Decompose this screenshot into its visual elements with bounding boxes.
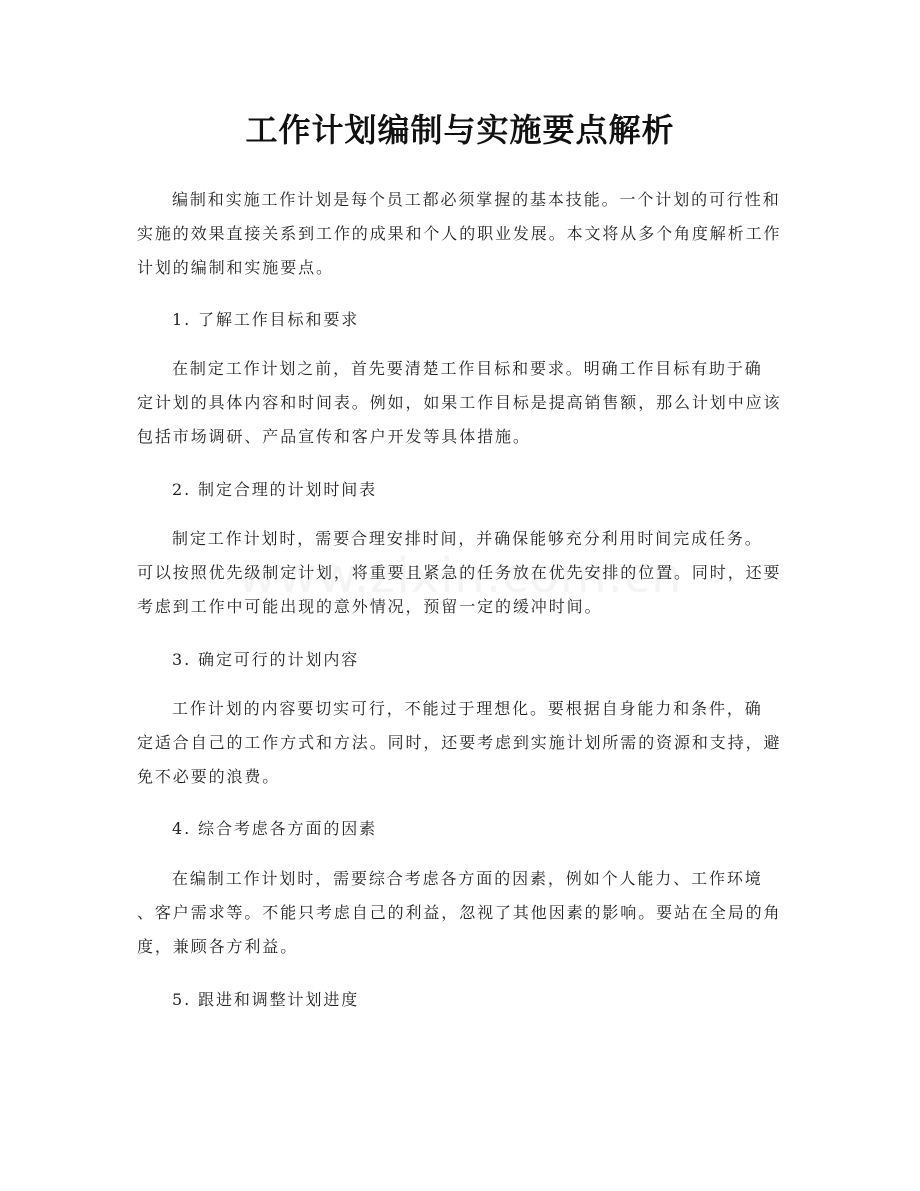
paragraph-line: 定计划的具体内容和时间表。例如，如果工作目标是提高销售额，那么计划中应该 [137, 393, 782, 412]
paragraph-line: 度，兼顾各方利益。 [137, 937, 299, 956]
paragraph-line: 在制定工作计划之前，首先要清楚工作目标和要求。明确工作目标有助于确 [172, 359, 763, 378]
section-heading-text: 2. 制定合理的计划时间表 [172, 480, 378, 499]
paragraph-line: 在编制工作计划时，需要综合考虑各方面的因素，例如个人能力、工作环境 [172, 869, 763, 888]
section-paragraph-4 [137, 862, 797, 964]
paragraph-line: 工作计划的内容要切实可行，不能过于理想化。要根据自身能力和条件，确 [172, 699, 763, 718]
paragraph-line: 可以按照优先级制定计划，将重要且紧急的任务放在优先安排的位置。同时，还要 [137, 563, 782, 582]
section-paragraph-3 [137, 692, 797, 794]
section-heading-3 [137, 643, 797, 677]
section-heading-text: 1. 了解工作目标和要求 [172, 310, 360, 329]
paragraph-line: 包括市场调研、产品宣传和客户开发等具体措施。 [137, 427, 531, 446]
paragraph-line: 制定工作计划时，需要合理安排时间，并确保能够充分利用时间完成任务。 [172, 529, 763, 548]
paragraph-line: 定适合自己的工作方式和方法。同时，还要考虑到实施计划所需的资源和支持，避 [137, 733, 782, 752]
paragraph-line: 、客户需求等。不能只考虑自己的利益，忽视了其他因素的影响。要站在全局的角 [137, 903, 782, 922]
section-heading-text: 3. 确定可行的计划内容 [172, 650, 360, 669]
section-heading-1 [137, 303, 797, 337]
paragraph-line: 实施的效果直接关系到工作的成果和个人的职业发展。本文将从多个角度解析工作 [137, 224, 782, 243]
section-heading-text: 5. 跟进和调整计划进度 [172, 990, 360, 1009]
section-heading-2 [137, 473, 797, 507]
section-paragraph-1 [137, 352, 797, 454]
section-heading-text: 4. 综合考虑各方面的因素 [172, 819, 378, 838]
paragraph-line: 免不必要的浪费。 [137, 767, 281, 786]
section-heading-5 [137, 983, 797, 1017]
intro-paragraph [137, 183, 797, 285]
paragraph-line: 考虑到工作中可能出现的意外情况，预留一定的缓冲时间。 [137, 597, 603, 616]
document-title: 工作计划编制与实施要点解析 [245, 111, 675, 149]
paragraph-line: 编制和实施工作计划是每个员工都必须掌握的基本技能。一个计划的可行性和 [172, 190, 781, 209]
section-paragraph-2 [137, 522, 797, 624]
paragraph-line: 计划的编制和实施要点。 [137, 258, 334, 277]
section-heading-4 [137, 812, 797, 846]
